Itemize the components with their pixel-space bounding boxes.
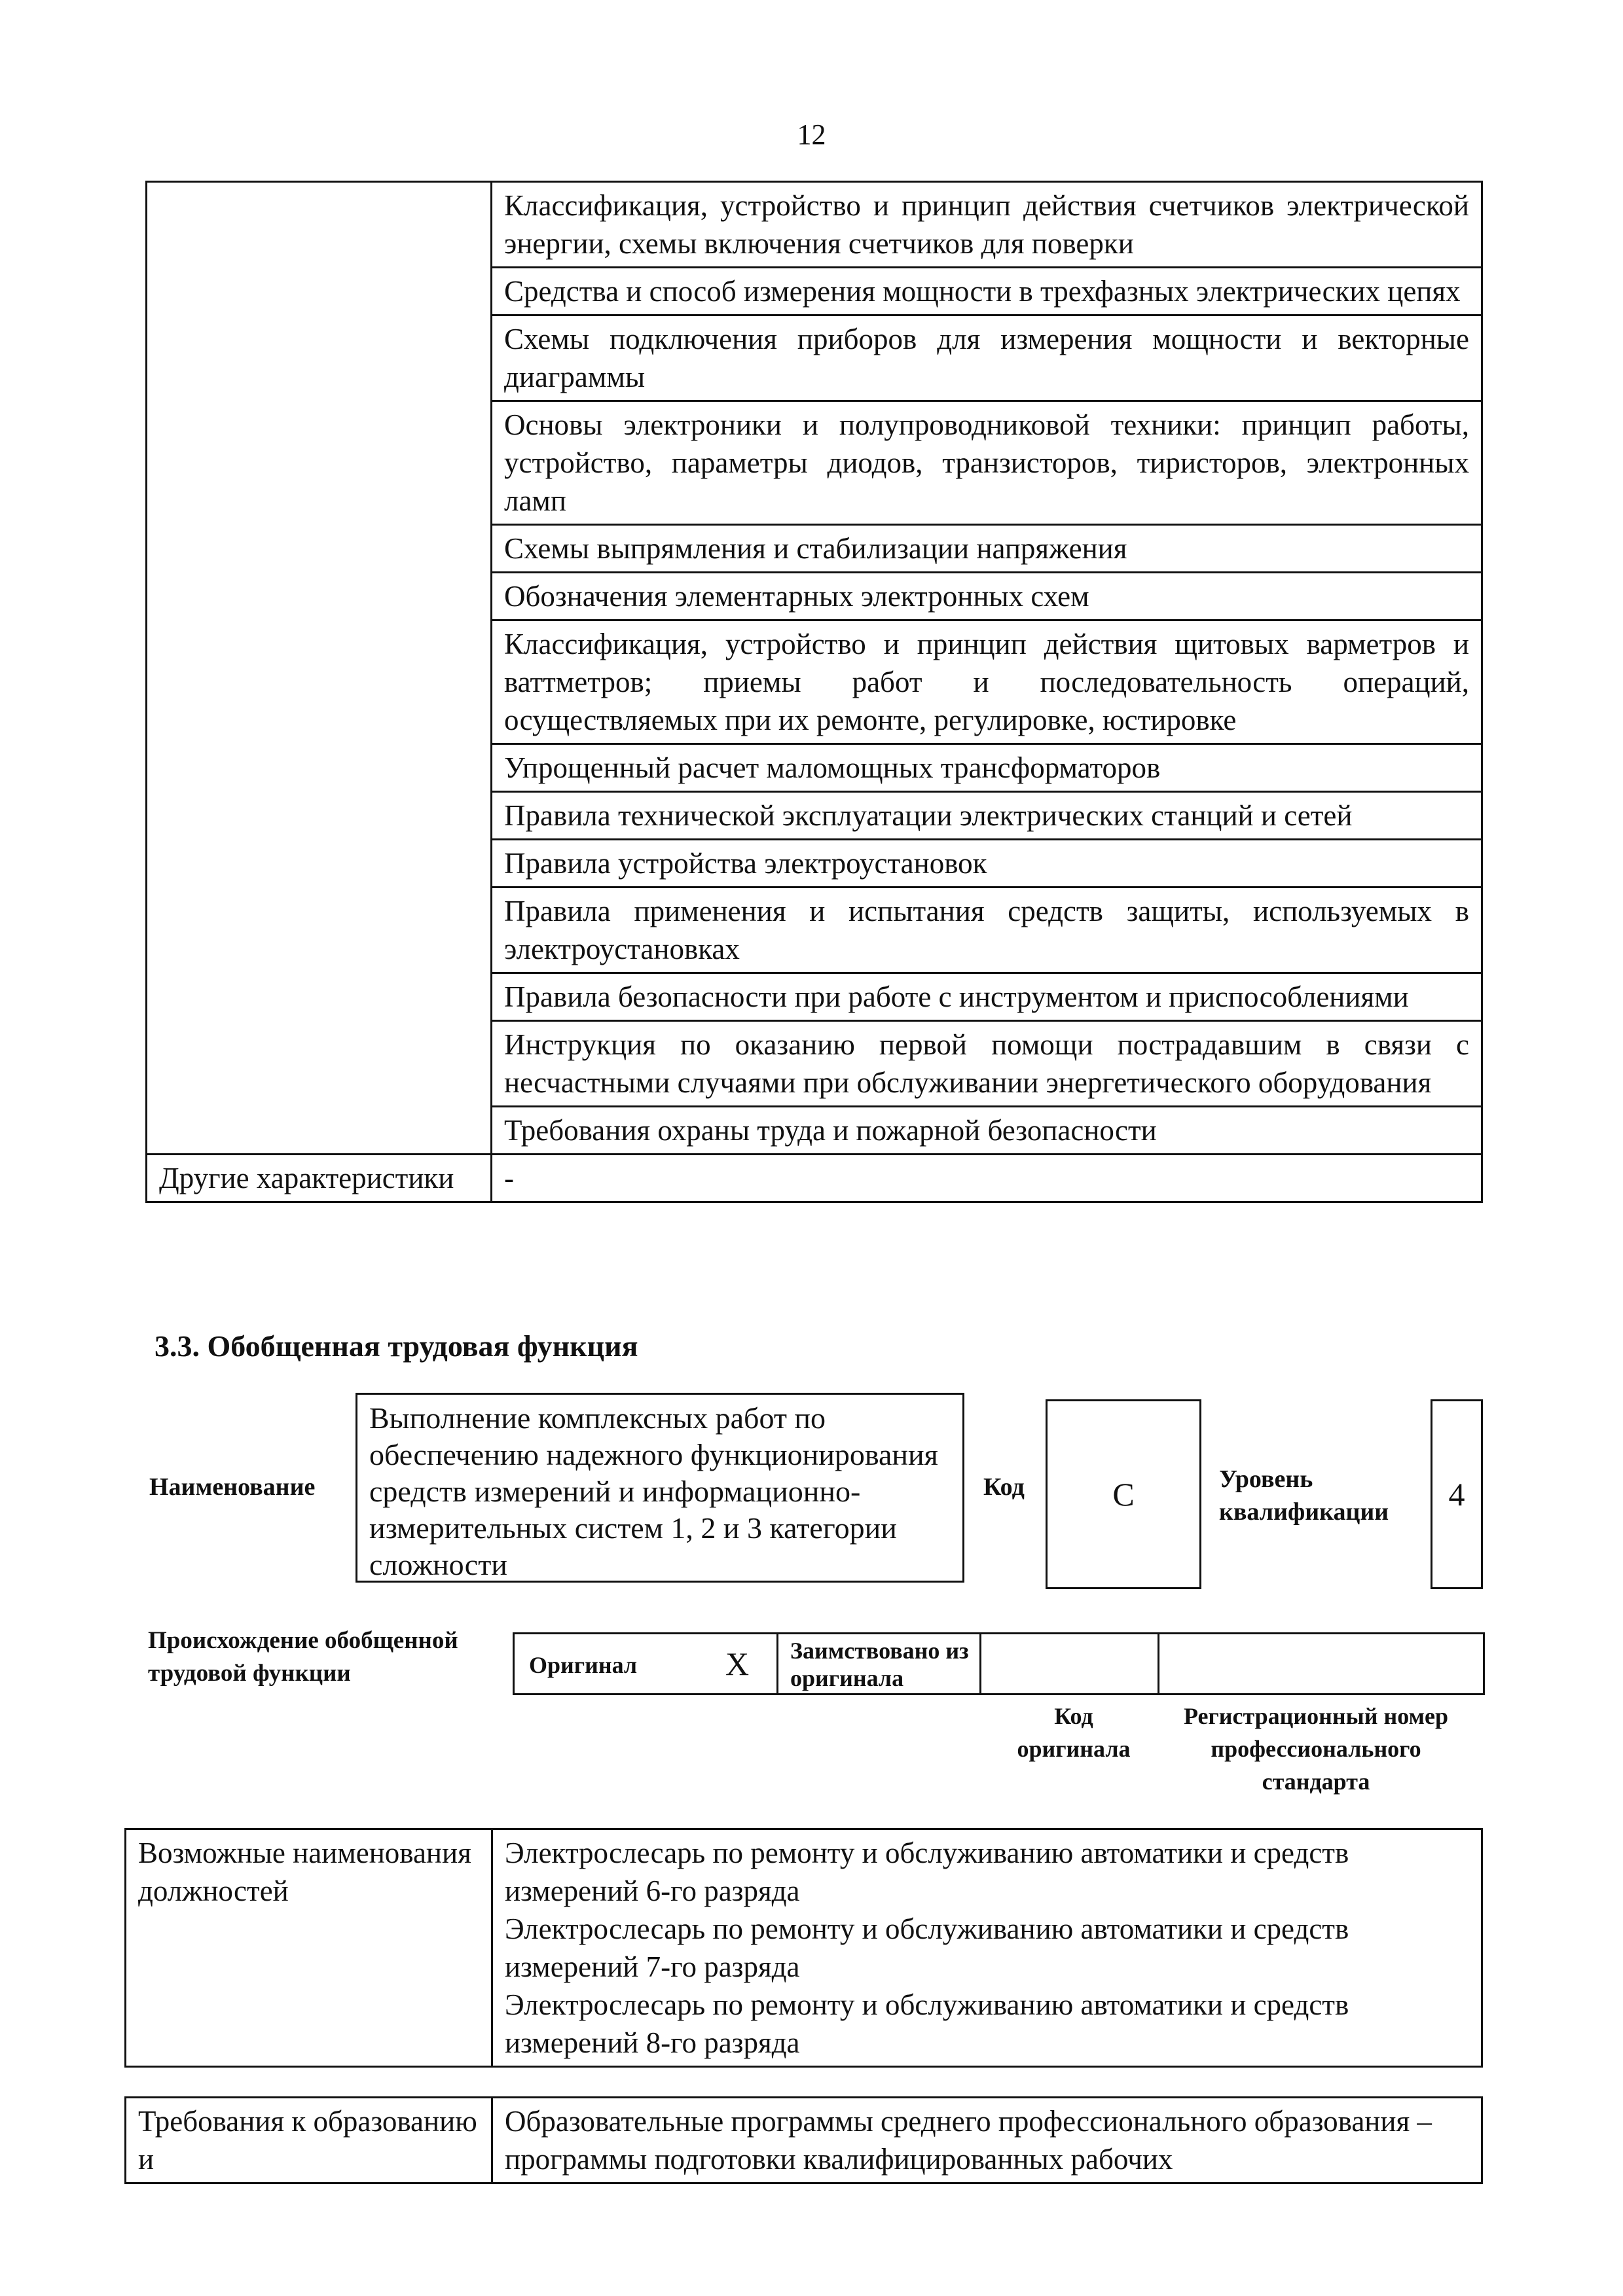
code-value: С	[1112, 1476, 1135, 1513]
reg-number-cell	[1158, 1632, 1485, 1695]
other-label: Другие характеристики	[147, 1155, 492, 1202]
positions-label: Возможные наименования должностей	[126, 1829, 492, 2067]
knowledge-item: Схемы выпрямления и стабилизации напряжения	[492, 525, 1482, 573]
knowledge-item: Классификация, устройство и принцип действия щитовых варметров и ваттметров; приемы работ и последовательность операций, осуществляемых при их ремонте, регулировке, юстировке	[492, 620, 1482, 744]
other-value: -	[492, 1155, 1482, 1202]
knowledge-item: Основы электроники и полупроводниковой техники: принцип работы, устройство, параметры диодов, транзисторов, тиристоров, электронных ламп	[492, 401, 1482, 525]
positions-row	[126, 1829, 1482, 2067]
education-table	[124, 2096, 1483, 2184]
reg-caption: Регистрационный номер профессионального стандарта	[1183, 1703, 1449, 1795]
code-caption: Код оригинала	[1017, 1703, 1131, 1762]
knowledge-item: Инструкция по оказанию первой помощи пострадавшим в связи с несчастными случаями при обслуживании энергетического оборудования	[492, 1021, 1482, 1107]
knowledge-item: Требования охраны труда и пожарной безопасности	[492, 1107, 1482, 1155]
code-label: Код	[983, 1473, 1025, 1501]
knowledge-item: Классификация, устройство и принцип действия счетчиков электрической энергии, схемы включения счетчиков для поверки	[492, 182, 1482, 268]
original-code-cell	[979, 1632, 1159, 1695]
education-row	[126, 2098, 1482, 2183]
original-cell	[513, 1632, 778, 1695]
code-value-box	[1046, 1399, 1201, 1589]
origin-row	[513, 1632, 1485, 1695]
knowledge-item: Схемы подключения приборов для измерения мощности и векторные диаграммы	[492, 315, 1482, 401]
borrowed-label: Заимствовано из оригинала	[790, 1638, 969, 1691]
position-item: Электрослесарь по ремонту и обслуживанию автоматики и средств измерений 7-го разряда	[505, 1912, 1349, 1983]
position-item: Электрослесарь по ремонту и обслуживанию автоматики и средств измерений 8-го разряда	[505, 1988, 1349, 2059]
section-title: 3.3. Обобщенная трудовая функция	[155, 1329, 638, 1363]
knowledge-item: Правила устройства электроустановок	[492, 840, 1482, 888]
knowledge-item: Правила безопасности при работе с инструментом и приспособлениями	[492, 973, 1482, 1021]
original-mark: X	[725, 1645, 750, 1682]
page-number: 12	[797, 118, 826, 151]
knowledge-item: Обозначения элементарных электронных схем	[492, 573, 1482, 620]
origin-label: Происхождение обобщенной трудовой функции	[148, 1627, 458, 1687]
knowledge-left-cell	[147, 182, 492, 1155]
position-item: Электрослесарь по ремонту и обслуживанию автоматики и средств измерений 6-го разряда	[505, 1837, 1349, 1907]
knowledge-row	[147, 182, 1482, 268]
knowledge-item: Правила применения и испытания средств защиты, используемых в электроустановках	[492, 888, 1482, 973]
other-row	[147, 1155, 1482, 1202]
knowledge-item: Упрощенный расчет маломощных трансформаторов	[492, 744, 1482, 792]
knowledge-body	[147, 182, 1482, 1202]
education-label: Требования к образованию и	[126, 2098, 492, 2183]
positions-list	[492, 1829, 1482, 2067]
borrowed-cell	[776, 1632, 981, 1695]
knowledge-item: Правила технической эксплуатации электрических станций и сетей	[492, 792, 1482, 840]
positions-table	[124, 1828, 1483, 2068]
level-label: Уровень квалификации	[1219, 1465, 1389, 1526]
name-label: Наименование	[149, 1473, 316, 1501]
original-label: Оригинал	[529, 1652, 638, 1678]
name-value-box	[356, 1393, 964, 1583]
level-value-box	[1431, 1399, 1483, 1589]
knowledge-table	[145, 181, 1483, 1203]
level-value: 4	[1448, 1476, 1465, 1513]
education-value: Образовательные программы среднего профессионального образования – программы подготовки квалифицированных рабочих	[492, 2098, 1482, 2183]
name-value: Выполнение комплексных работ по обеспечению надежного функционирования средств измерений и информационно-измерительных систем 1, 2 и 3 категории сложности	[369, 1401, 938, 1581]
knowledge-item: Средства и способ измерения мощности в трехфазных электрических цепях	[492, 268, 1482, 315]
